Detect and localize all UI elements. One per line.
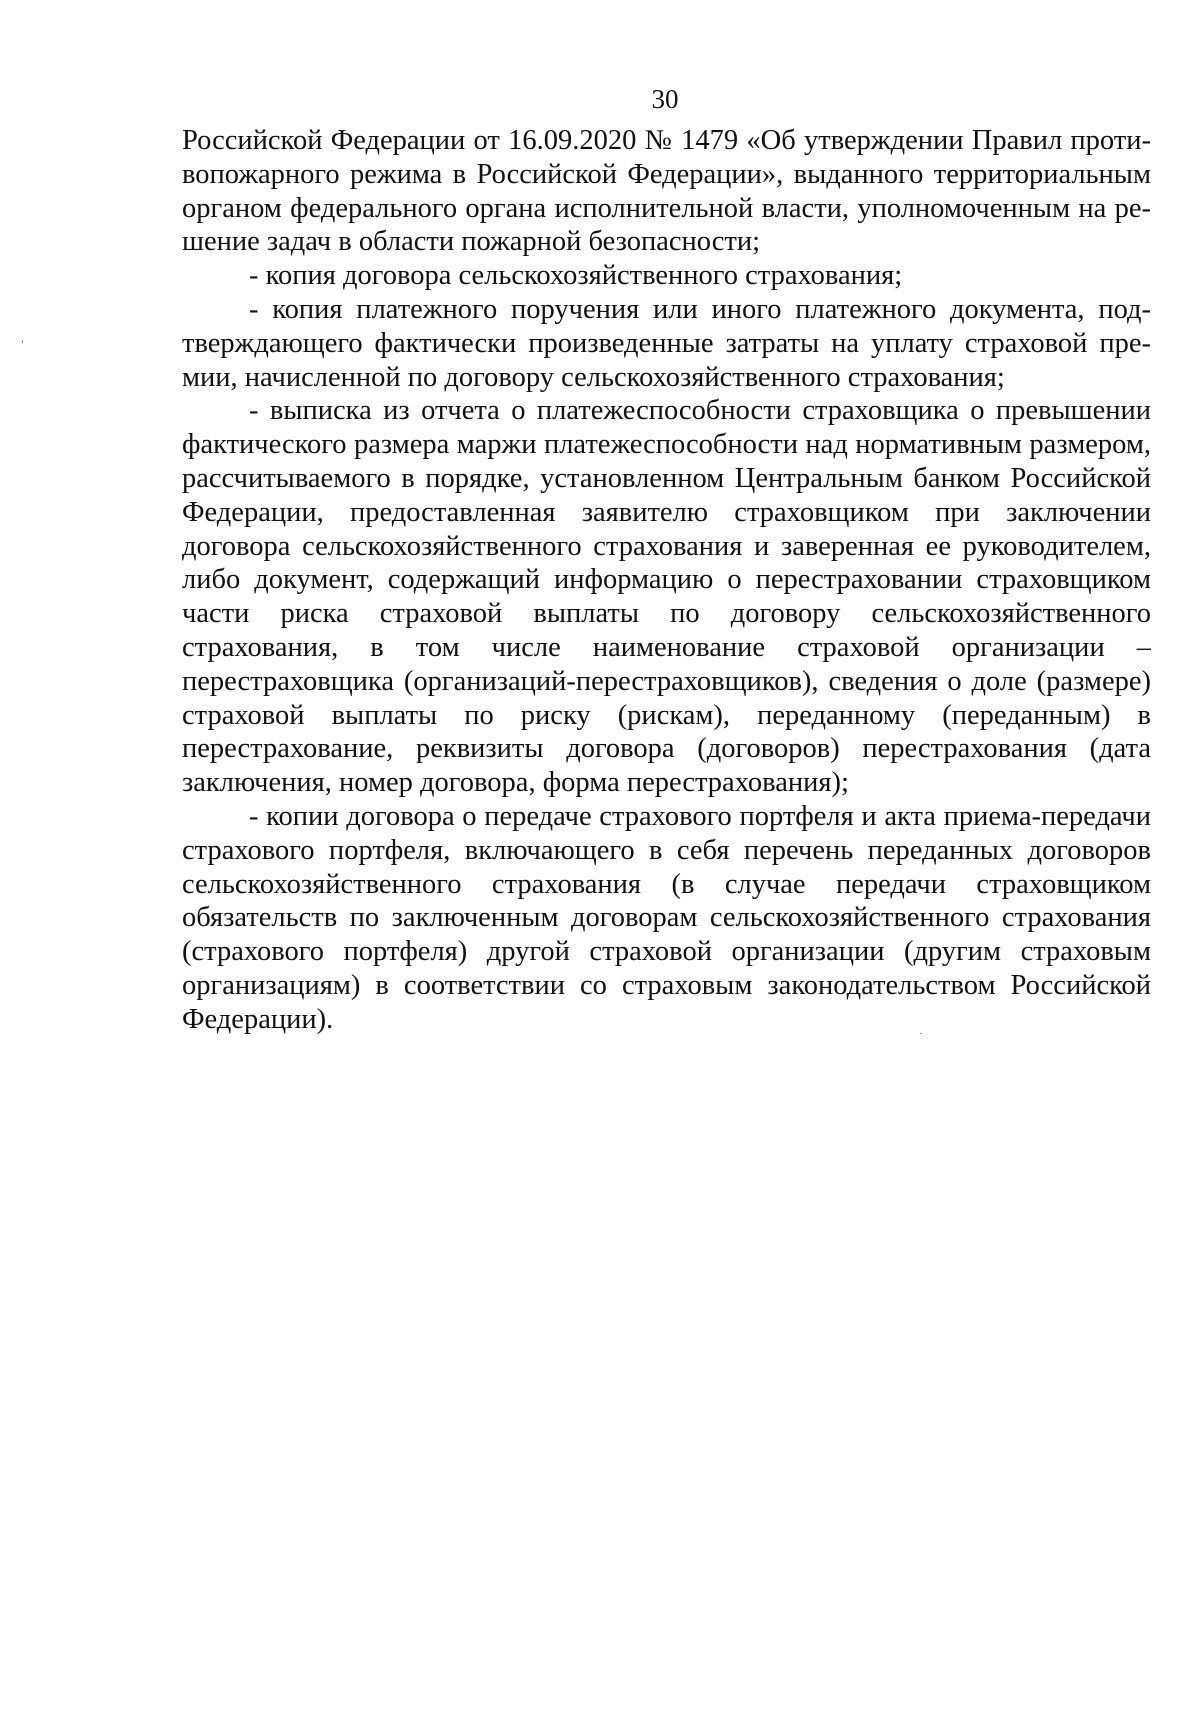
body-text xyxy=(182,124,1151,1037)
text-line: - выписка из отчета о платежеспособности страховщика о превышении xyxy=(249,395,1151,427)
text-line: заключения, номер договора, форма перестрахования); xyxy=(182,767,849,799)
text-line: договора сельскохозяйственного страхования и заверенная ее руководителем, xyxy=(182,530,1151,562)
text-line: страхового портфеля, включающего в себя перечень переданных договоров xyxy=(182,834,1151,866)
text-line: Федерации, предоставленная заявителю страховщиком при заключении xyxy=(182,496,1151,528)
text-line: страхования, в том числе наименование страховой организации – xyxy=(182,631,1151,663)
text-line: тверждающего фактически произведенные затраты на уплату страховой пре- xyxy=(182,327,1151,359)
text-line: Федерации). xyxy=(182,1003,334,1035)
text-line: шение задач в области пожарной безопасности; xyxy=(182,226,760,258)
text-line: организациям) в соответствии со страховым законодательством Российской xyxy=(182,969,1151,1001)
page-number: 30 xyxy=(651,84,679,114)
scan-speck xyxy=(22,340,23,343)
text-line: (страхового портфеля) другой страховой организации (другим страховым xyxy=(182,936,1151,968)
scan-speck xyxy=(920,1033,922,1034)
text-line: - копия договора сельскохозяйственного страхования; xyxy=(249,260,903,292)
text-line: мии, начисленной по договору сельскохозяйственного страхования; xyxy=(182,361,1005,393)
text-line: - копия платежного поручения или иного платежного документа, под- xyxy=(249,293,1151,325)
text-line: перестраховщика (организаций-перестраховщиков), сведения о доле (размере) xyxy=(182,665,1151,697)
text-line: Российской Федерации от 16.09.2020 № 1479 «Об утверждении Правил проти- xyxy=(182,125,1151,156)
text-line: обязательств по заключенным договорам сельскохозяйственного страхования xyxy=(182,902,1151,934)
text-line: - копии договора о передаче страхового портфеля и акта приема-передачи xyxy=(249,800,1151,832)
text-line: сельскохозяйственного страхования (в случае передачи страховщиком xyxy=(182,868,1151,900)
text-line: перестрахование, реквизиты договора (договоров) перестрахования (дата xyxy=(182,733,1151,765)
text-line: части риска страховой выплаты по договору сельскохозяйственного xyxy=(182,598,1151,630)
text-line: вопожарного режима в Российской Федерации», выданного территориальным xyxy=(182,158,1151,190)
text-line: органом федерального органа исполнительной власти, уполномоченным на ре- xyxy=(182,192,1151,224)
text-line: фактического размера маржи платежеспособности над нормативным размером, xyxy=(182,429,1151,461)
text-line: рассчитываемого в порядке, установленном Центральным банком Российской xyxy=(182,462,1151,494)
text-line: либо документ, содержащий информацию о перестраховании страховщиком xyxy=(182,564,1151,596)
text-line: страховой выплаты по риску (рискам), переданному (переданным) в xyxy=(182,699,1151,731)
